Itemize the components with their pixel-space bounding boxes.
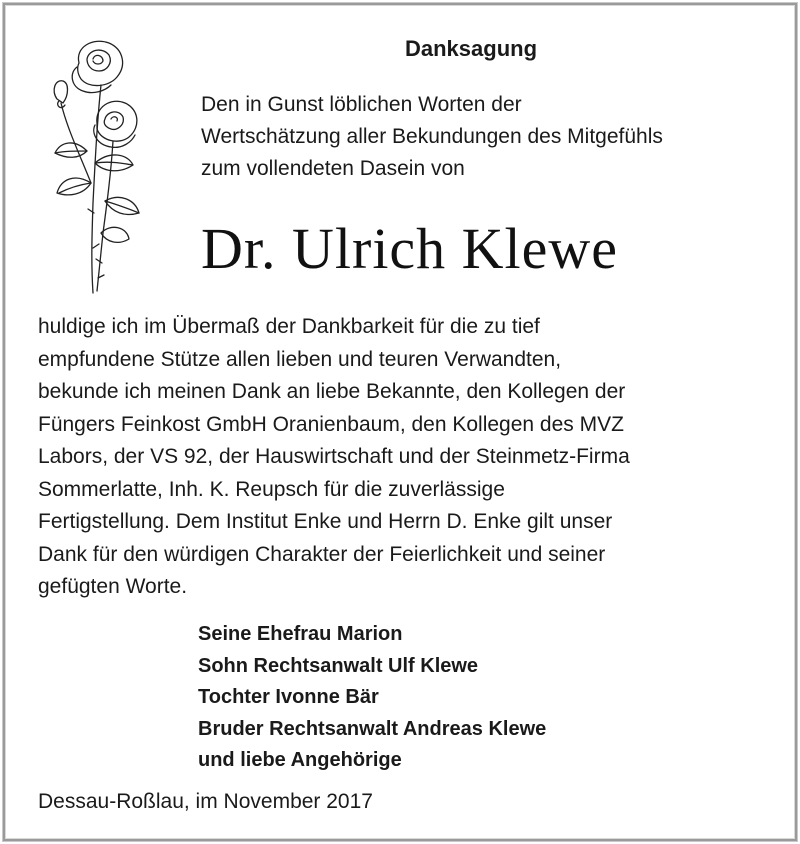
- obituary-notice-frame: [3, 3, 797, 841]
- signatures-block: [198, 619, 546, 777]
- notice-heading: Danksagung: [405, 36, 538, 61]
- signature-line: Seine Ehefrau Marion: [198, 623, 403, 645]
- thanks-body-text: huldige ich im Übermaß der Dankbarkeit für die zu tief empfundene Stütze allen lieben und teuren Verwandten, bekunde ich meinen Dank an liebe Bekannte, den Kollegen der Füngers Feinkost GmbH Oranienbaum, den Kollegen des MVZ Labors, der VS 92, der Hauswirtschaft und der Steinmetz-Firma Sommerlatte, Inh. K. Reupsch für die zuverlässige Fertigstellung. Dem Institut Enke und Herrn D. Enke gilt unser Dank für den würdigen Charakter der Feierlichkeit und seiner gefügten Worte.: [38, 315, 630, 598]
- signature-line: Sohn Rechtsanwalt Ulf Klewe: [198, 654, 479, 677]
- rose-illustration-icon: [31, 33, 159, 295]
- signature-line: Bruder Rechtsanwalt Andreas Klewe: [198, 717, 547, 740]
- intro-text: Den in Gunst löblichen Worten der Wertschätzung aller Bekundungen des Mitgefühls zum vollendeten Dasein von: [201, 93, 663, 180]
- signature-line: Tochter Ivonne Bär: [198, 686, 379, 708]
- deceased-name: Dr. Ulrich Klewe: [201, 216, 619, 281]
- place-and-date: Dessau-Roßlau, im November 2017: [38, 790, 373, 813]
- signature-line: und liebe Angehörige: [198, 749, 402, 771]
